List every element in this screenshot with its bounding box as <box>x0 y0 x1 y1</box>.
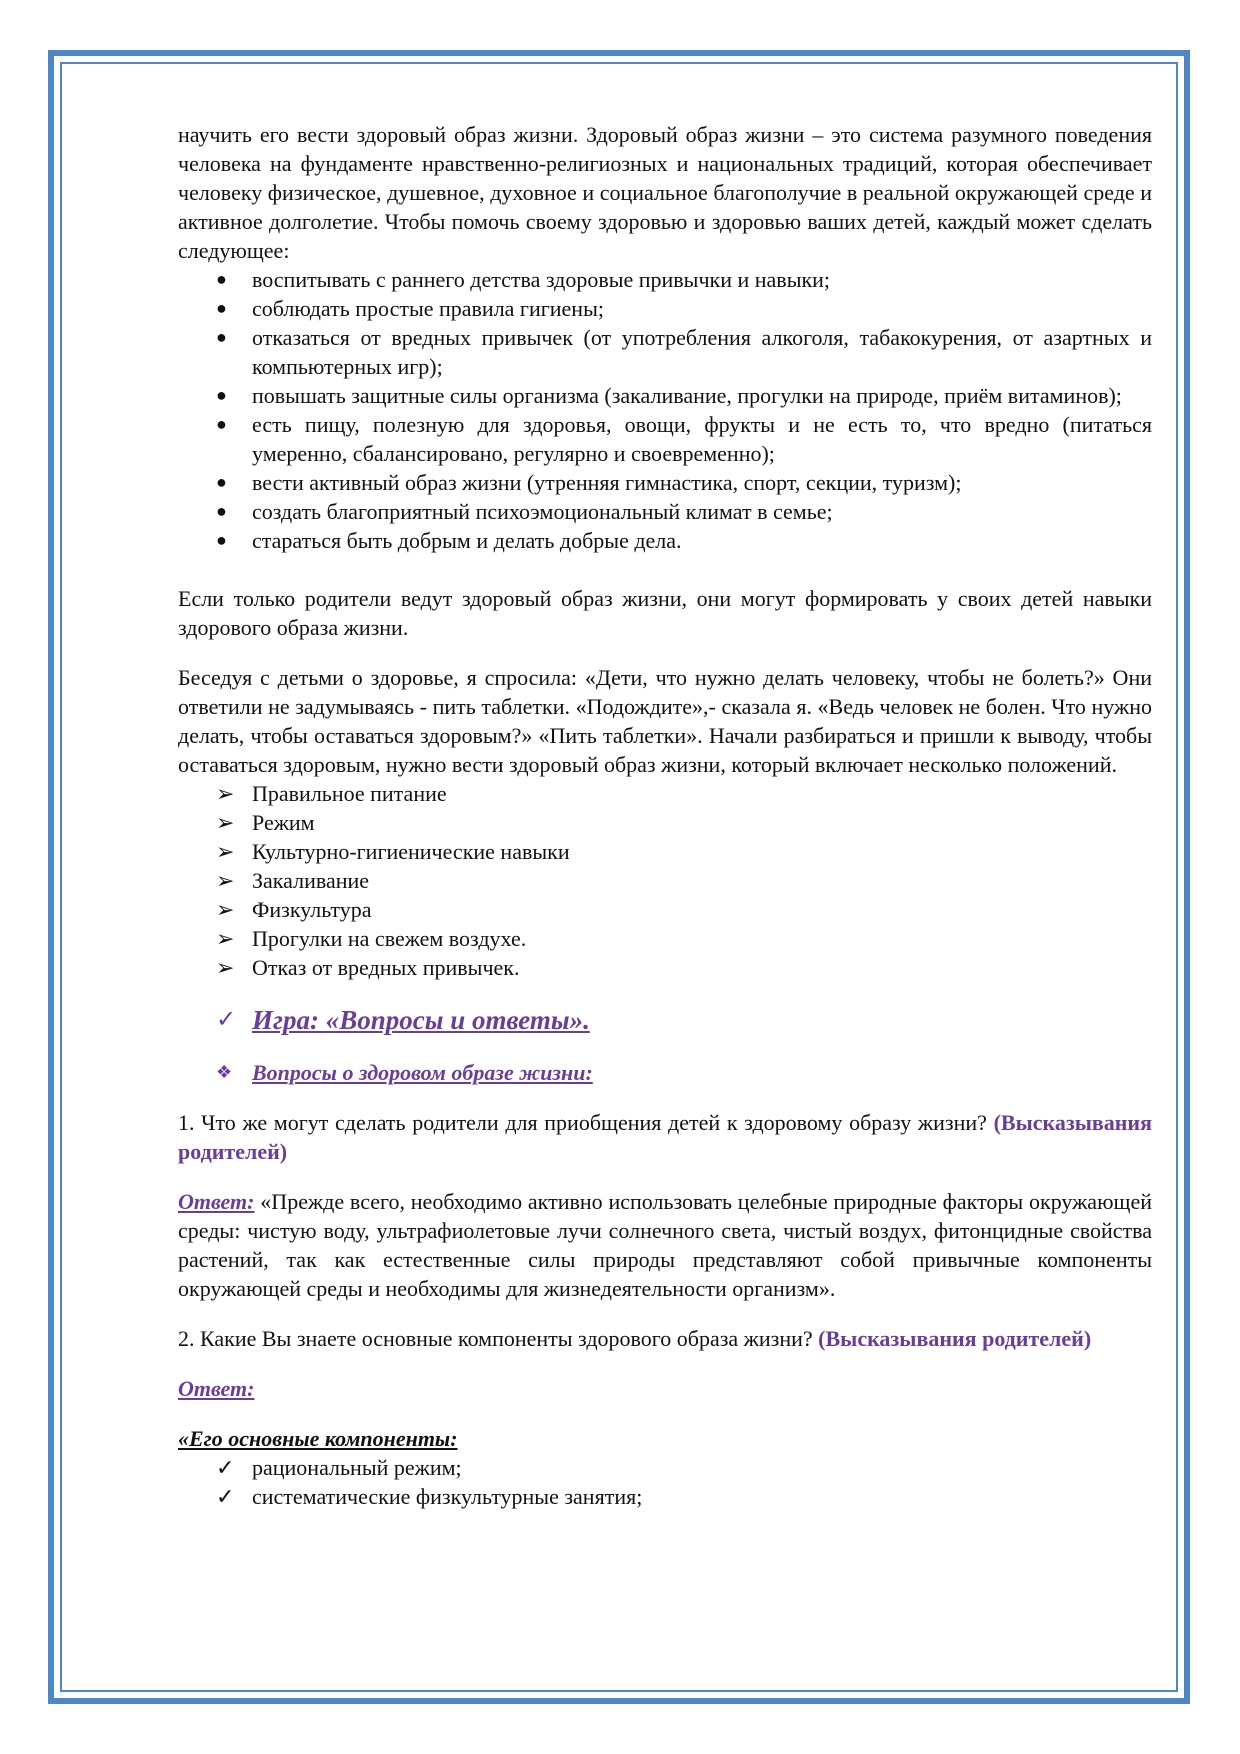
bullet-icon: ● <box>216 414 227 434</box>
list-item: ● воспитывать с раннего детства здоровые привычки и навыки; <box>216 267 831 292</box>
list-item: ● стараться быть добрым и делать добрые дела. <box>216 528 682 553</box>
spacer <box>178 982 1152 1003</box>
list-item: ● повышать защитные силы организма (закаливание, прогулки на природе, приём витаминов); <box>216 383 1122 408</box>
list-item: ➢ Культурно-гигиенические навыки <box>216 839 570 864</box>
bullet-icon: ● <box>216 327 227 347</box>
arrow-icon: ➢ <box>216 781 235 806</box>
answer-2 <box>178 1374 1152 1403</box>
components-title: «Его основные компоненты: <box>178 1426 458 1451</box>
list-item: ➢ Отказ от вредных привычек. <box>216 955 520 980</box>
game-heading: ✓ Игра: «Вопросы и ответы». <box>216 1005 590 1035</box>
answer-label: Ответ: <box>178 1376 255 1401</box>
check-icon: ✓ <box>216 1484 235 1509</box>
questions-heading: ❖ Вопросы о здоровом образе жизни: <box>216 1060 593 1085</box>
bullet-icon: ● <box>216 501 227 521</box>
check-icon: ✓ <box>216 1007 237 1033</box>
arrow-icon: ➢ <box>216 868 235 893</box>
list-item: ● есть пищу, полезную для здоровья, овощи, фрукты и не есть то, что вредно (питаться умеренно, сбалансировано, регулярно и своевременно); <box>216 412 1152 466</box>
spacer <box>178 1303 1152 1324</box>
bullet-icon: ● <box>216 269 227 289</box>
question-2: 2. Какие Вы знаете основные компоненты здорового образа жизни? (Высказывания родителей) <box>178 1326 1092 1351</box>
list-item: ➢ Прогулки на свежем воздухе. <box>216 926 527 951</box>
bullet-icon: ● <box>216 385 227 405</box>
components-list <box>178 1453 1152 1511</box>
answer-label: Ответ: <box>178 1189 255 1214</box>
list-item: ➢ Правильное питание <box>216 781 447 806</box>
spacer <box>178 1087 1152 1108</box>
list-item: ● вести активный образ жизни (утренняя гимнастика, спорт, секции, туризм); <box>216 470 962 495</box>
spacer <box>178 1353 1152 1374</box>
document-content <box>178 120 1152 1511</box>
bullet-list <box>178 265 1152 555</box>
diamond-icon: ❖ <box>216 1062 233 1082</box>
list-item: ● отказаться от вредных привычек (от употребления алкоголя, табакокурения, от азартных и компьютерных игр); <box>216 325 1152 379</box>
bullet-icon: ● <box>216 298 227 318</box>
spacer <box>178 642 1152 663</box>
list-item: ✓ рациональный режим; <box>216 1455 462 1480</box>
bullet-icon: ● <box>216 530 227 550</box>
conversation-paragraph: Беседуя с детьми о здоровье, я спросила: «Дети, что нужно делать человеку, чтобы не болеть?» Они ответили не задумываясь - пить таблетки. «Подождите»,- сказала я. «Ведь человек не болен. Что нужно делать, чтобы оставаться здоровым?» «Пить таблетки». Начали разбираться и пришли к выводу, чтобы оставаться здоровым, нужно вести здоровый образ жизни, который включает несколько положений. <box>178 665 1152 777</box>
spacer <box>178 555 1152 584</box>
answer-hint: (Высказывания родителей) <box>178 1110 1152 1164</box>
arrow-icon: ➢ <box>216 839 235 864</box>
parents-paragraph: Если только родители ведут здоровый образ жизни, они могут формировать у своих детей навыки здорового образа жизни. <box>178 586 1152 640</box>
answer-1: Ответ: «Прежде всего, необходимо активно использовать целебные природные факторы окружающей среды: чистую воду, ультрафиолетовые лучи солнечного света, чистый воздух, фитонцидные свойства растений, так как естественные силы природы представляют собой привычные компоненты окружающей среды и необходимы для жизнедеятельности организм». <box>178 1189 1152 1301</box>
list-item: ➢ Физкультура <box>216 897 372 922</box>
arrow-icon: ➢ <box>216 897 235 922</box>
list-item: ➢ Закаливание <box>216 868 370 893</box>
arrow-icon: ➢ <box>216 810 235 835</box>
spacer <box>178 1166 1152 1187</box>
arrow-list <box>178 779 1152 982</box>
check-icon: ✓ <box>216 1455 235 1480</box>
arrow-icon: ➢ <box>216 926 235 951</box>
intro-paragraph: научить его вести здоровый образ жизни. Здоровый образ жизни – это система разумного поведения человека на фундаменте нравственно-религиозных и национальных традиций, которая обеспечивает человеку физическое, душевное, духовное и социальное благополучие в реальной окружающей среде и активное долголетие. Чтобы помочь своему здоровью и здоровью ваших детей, каждый может сделать следующее: <box>178 122 1152 263</box>
spacer <box>178 1037 1152 1058</box>
arrow-icon: ➢ <box>216 955 235 980</box>
spacer <box>178 1403 1152 1424</box>
bullet-icon: ● <box>216 472 227 492</box>
list-item: ● создать благоприятный психоэмоциональный климат в семье; <box>216 499 833 524</box>
list-item: ✓ систематические физкультурные занятия; <box>216 1484 643 1509</box>
list-item: ➢ Режим <box>216 810 315 835</box>
answer-hint: (Высказывания родителей) <box>818 1326 1092 1351</box>
list-item: ● соблюдать простые правила гигиены; <box>216 296 604 321</box>
question-1: 1. Что же могут сделать родители для приобщения детей к здоровому образу жизни? (Высказывания родителей) <box>178 1110 1152 1164</box>
